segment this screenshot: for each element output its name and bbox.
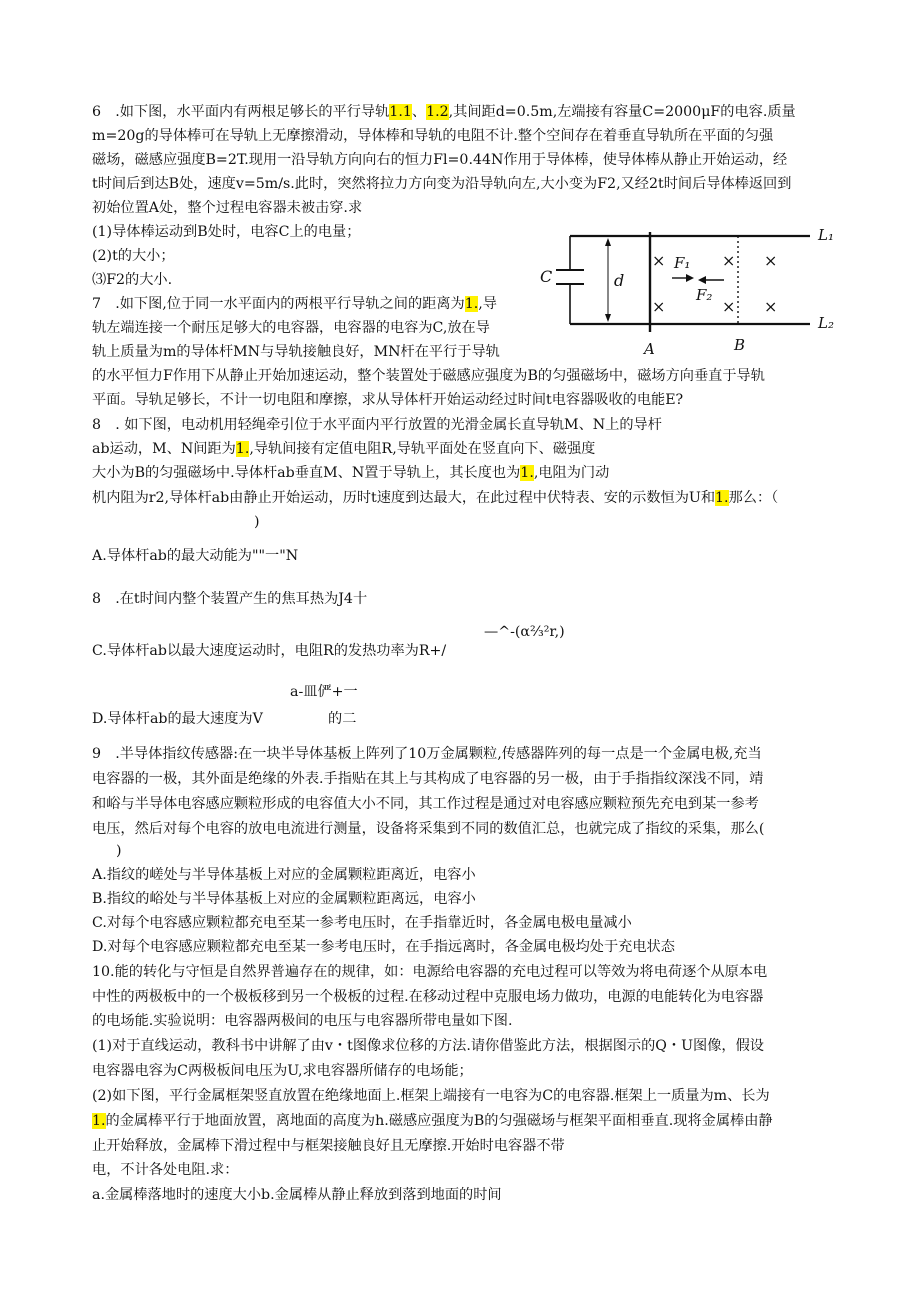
q10-line-1: 10.能的转化与守恒是自然界普遍存在的规律，如：电源给电容器的充电过程可以等效为将电荷逐个从原本电 [92,964,768,980]
rail-capacitor-figure [538,222,838,357]
distance-arrow-bottom [605,314,611,322]
q10-line-2: 中性的两极板中的一个极板移到另一个极板的过程.在移动过程中克服电场力做功，电源的电能转化为电容器 [92,989,764,1005]
highlight-mark: 1.2 [426,104,449,120]
q7-line-5: 平面。导轨足够长，不计一切电阻和摩擦，求从导体杆开始运动经过时间t电容器吸收的电能E? [92,392,684,408]
q7-text: ,导 [478,296,497,312]
q7-line-3: 轨上质量为m的导体杆MN与导轨接触良好，MN杆在平行于导轨 [92,344,500,360]
highlight-mark: 1. [520,465,534,481]
field-mark: × [722,297,736,316]
q8-text: 大小为B的匀强磁场中.导体杆ab垂直M、N置于导轨上，其长度也为 [92,465,521,481]
q9-option-d: D.对每个电容感应颗粒都充电至某一参考电压时，在手指远离时，各金属电极均处于充电状态 [92,939,675,955]
label-l2: L₂ [818,314,834,332]
q6-text: 、 [411,104,427,120]
q6-text: 6 .如下图，水平面内有两根足够长的平行导轨 [92,104,390,120]
q10-line-3: 的电场能.实验说明：电容器两极间的电压与电容器所带电量如下图. [92,1013,513,1029]
q7-line-2: 轨左端连接一个耐压足够大的电容器，电容器的电容为C,放在导 [92,320,490,336]
q9-line-3: 和峪与半导体电容感应颗粒形成的电容值大小不同，其工作过程是通过对电容感应颗粒预先充电到某一参考 [92,796,759,812]
q9-line-2: 电容器的一极，其外面是绝缘的外表.手指贴在其上与其构成了电容器的另一极，由于手指指纹深浅不同，靖 [92,771,764,787]
q6-sub-1: (1)导体棒运动到B处时，电容C上的电量； [92,224,361,240]
q10-line-6: (2)如下图，平行金属框架竖直放置在绝缘地面上.框架上端接有一电容为C的电容器.框架上一质量为m、长为 [92,1088,770,1104]
q8-answer-paren: ) [254,514,260,530]
q10-line-4: (1)对于直线运动，教科书中讲解了由v・t图像求位移的方法.请你借鉴此方法，根据图示的Q・U图像，假设 [92,1038,764,1054]
q8-formula-fragment: a-皿俨+一 [290,684,358,700]
highlight-mark: 1.1 [389,104,412,120]
highlight-mark: 1. [92,1113,106,1129]
label-d: d [614,271,625,290]
q8-option-d-tail: 的二 [328,711,357,727]
q10-line-9: 电，不计各处电阻.求： [92,1162,239,1178]
q8-option-c: C.导体杆ab以最大速度运动时，电阻R的发热功率为R+/ [92,643,447,659]
q6-text: ,其间距d=0.5m,左端接有容量C=2000μF的电容.质量 [448,104,796,120]
q8-option-d: D.导体杆ab的最大速度为V [92,711,263,727]
force-f1-arrowhead [686,274,694,282]
q9-option-c: C.对每个电容感应颗粒都充电至某一参考电压时，在手指靠近时，各金属电极电量减小 [92,915,632,931]
field-mark: × [652,251,666,270]
highlight-mark: 1. [715,490,729,506]
field-mark: × [764,251,778,270]
q6-line-5: 初始位置A处，整个过程电容器未被击穿.求 [92,200,363,216]
q9-option-b: B.指纹的峪处与半导体基板上对应的金属颗粒距离远，电容小 [92,891,476,907]
label-c: C [540,267,553,286]
q9-option-a: A.指纹的嵯处与半导体基板上对应的金属颗粒距离近，电容小 [92,867,476,883]
q10-line-5: 电容器电容为C两极板间电压为U,求电容器所储存的电场能； [92,1063,473,1079]
label-l1: L₁ [818,226,834,244]
label-b: B [734,336,746,354]
q6-line-1 [92,101,796,123]
q10-text: 的金属棒平行于地面放置，离地面的高度为h.磁感应强度为B的匀强磁场与框架平面相垂直.现将金属棒由静 [105,1113,773,1129]
q7-text: 7 .如下图,位于同一水平面内的两根平行导轨之间的距离为 [92,296,465,312]
q8-formula-fragment: —^-(α⅔²r,) [484,624,565,640]
q8-line-3 [92,462,609,484]
q10-line-10: a.金属棒落地时的速度大小b.金属棒从静止释放到落到地面的时间 [92,1187,502,1203]
q8-option-a: A.导体杆ab的最大动能为""一"N [92,548,299,564]
q8-line-2 [92,438,595,460]
label-f1: F₁ [674,254,691,272]
q8-text: ,导轨间接有定值电阻R,导轨平面处在竖直向下、磁强度 [249,441,596,457]
q7-line-1 [92,293,497,315]
q8-option-b: 8 .在t时间内整个装置产生的焦耳热为J4十 [92,591,368,607]
highlight-mark: 1. [235,441,250,457]
q6-line-3: 磁场，磁感应强度B=2T.现用一沿导轨方向向右的恒力Fl=0.44N作用于导体棒，使导体棒从静止开始运动，经 [92,152,788,168]
q7-line-4: 的水平恒力F作用下从静止开始加速运动，整个装置处于磁感应强度为B的匀强磁场中，磁场方向垂直于导轨 [92,368,765,384]
q9-line-4: 电压，然后对每个电容的放电电流进行测量，设备将采集到不同的数值汇总，也就完成了指纹的采集，那么( [92,821,765,837]
label-f2: F₂ [696,286,713,304]
q10-line-7 [92,1110,773,1132]
field-mark: × [764,297,778,316]
q10-line-8: 止开始释放，金属棒下滑过程中与框架接触良好且无摩擦.开始时电容器不带 [92,1138,565,1154]
q8-text: 机内阻为r2,导体杆ab由静止开始运动，历时t速度到达最大，在此过程中伏特表、安的示数恒为U和 [92,490,716,506]
q6-sub-3: ⑶F2的大小. [92,272,173,288]
q8-text: ,电阻为门动 [533,465,610,481]
q8-line-1: 8 . 如下图，电动机用轻绳牵引位于水平面内平行放置的光滑金属长直导轨M、N上的导杆 [92,417,662,433]
distance-arrow-top [605,238,611,246]
label-a: A [644,340,655,357]
q6-sub-2: (2)t的大小； [92,248,175,264]
q8-text: 那么：（ [728,490,779,506]
q9-answer-paren: ) [116,843,122,859]
force-f2-arrowhead [698,276,706,284]
q8-line-4 [92,487,778,509]
q6-line-4: t时间后到达B处，速度v=5m/s.此时，突然将拉力方向变为沿导轨向左,大小变为F2,又经2t时间后导体棒返回到 [92,176,792,192]
q6-line-2: m=20g的导体棒可在导轨上无摩擦滑动，导体棒和导轨的电阻不计.整个空间存在着垂直导轨所在平面的匀强 [92,128,774,144]
field-mark: × [722,251,736,270]
q8-text: ab运动，M、N间距为 [92,441,236,457]
highlight-mark: 1. [464,296,479,312]
field-mark: × [652,297,666,316]
q9-line-1: 9 .半导体指纹传感器:在一块半导体基板上阵列了10万金属颗粒,传感器阵列的每一点是一个金属电极,充当 [92,746,762,762]
